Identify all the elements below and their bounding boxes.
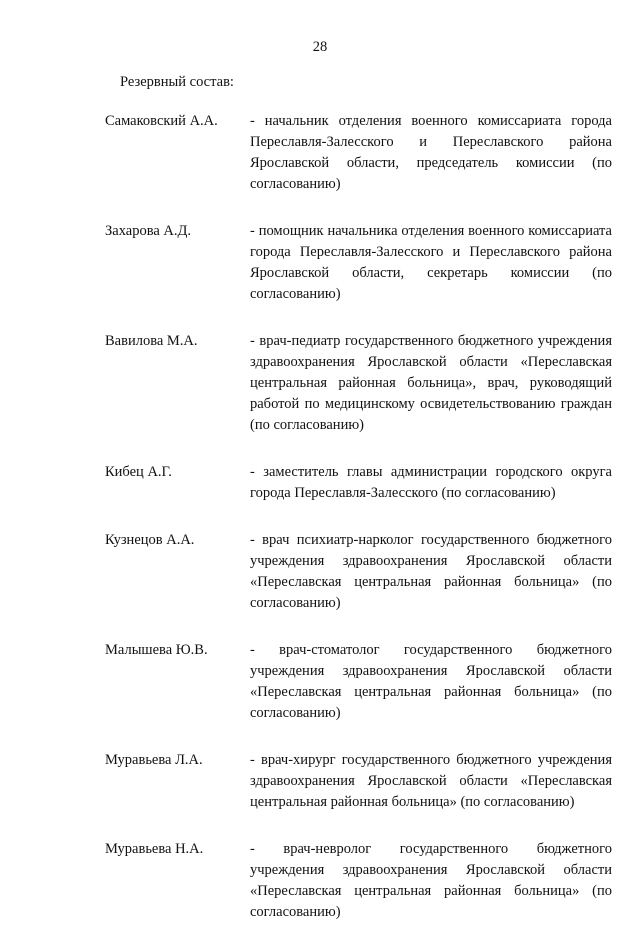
member-name: Муравьева Л.А. (105, 752, 203, 768)
member-role: - помощник начальника отделения военного комиссариата города Переславля-Залесского и Переславского района Ярославской области, секретарь комиссии (по согласованию) (250, 223, 612, 302)
member-role: - заместитель главы администрации городского округа города Переславля-Залесского (по согласованию) (250, 464, 612, 501)
member-name: Кибец А.Г. (105, 464, 172, 480)
member-row (105, 221, 613, 305)
member-row (105, 462, 613, 504)
member-role: - врач-педиатр государственного бюджетного учреждения здравоохранения Ярославской области «Переславская центральная районная больница», врач, руководящий работой по медицинскому освидетельствованию граждан (по согласованию) (250, 333, 612, 433)
member-name: Кузнецов А.А. (105, 532, 195, 548)
member-row (105, 640, 613, 724)
member-row (105, 331, 613, 436)
member-row (105, 750, 613, 813)
member-role: - врач психиатр-нарколог государственного бюджетного учреждения здравоохранения Ярославской области «Переславская центральная районная больница» (по согласованию) (250, 532, 612, 611)
member-row (105, 111, 613, 195)
member-name: Вавилова М.А. (105, 333, 198, 349)
member-role: - врач-невролог государственного бюджетного учреждения здравоохранения Ярославской области «Переславская центральная районная больница» (по согласованию) (250, 841, 612, 920)
member-role: - врач-хирург государственного бюджетного учреждения здравоохранения Ярославской области «Переславская центральная районная больница» (по согласованию) (250, 752, 612, 810)
section-title: Резервный состав: (120, 74, 234, 90)
page-number: 28 (312, 39, 328, 55)
member-row (105, 530, 613, 614)
member-name: Муравьева Н.А. (105, 841, 204, 857)
member-name: Самаковский А.А. (105, 113, 218, 129)
member-list (105, 111, 613, 949)
member-row (105, 839, 613, 923)
member-name: Захарова А.Д. (105, 223, 192, 239)
member-role: - начальник отделения военного комиссариата города Переславля-Залесского и Переславского района Ярославской области, председатель комиссии (по согласованию) (250, 113, 612, 192)
member-name: Малышева Ю.В. (105, 642, 208, 658)
member-role: - врач-стоматолог государственного бюджетного учреждения здравоохранения Ярославской области «Переславская центральная районная больница» (по согласованию) (250, 642, 612, 721)
